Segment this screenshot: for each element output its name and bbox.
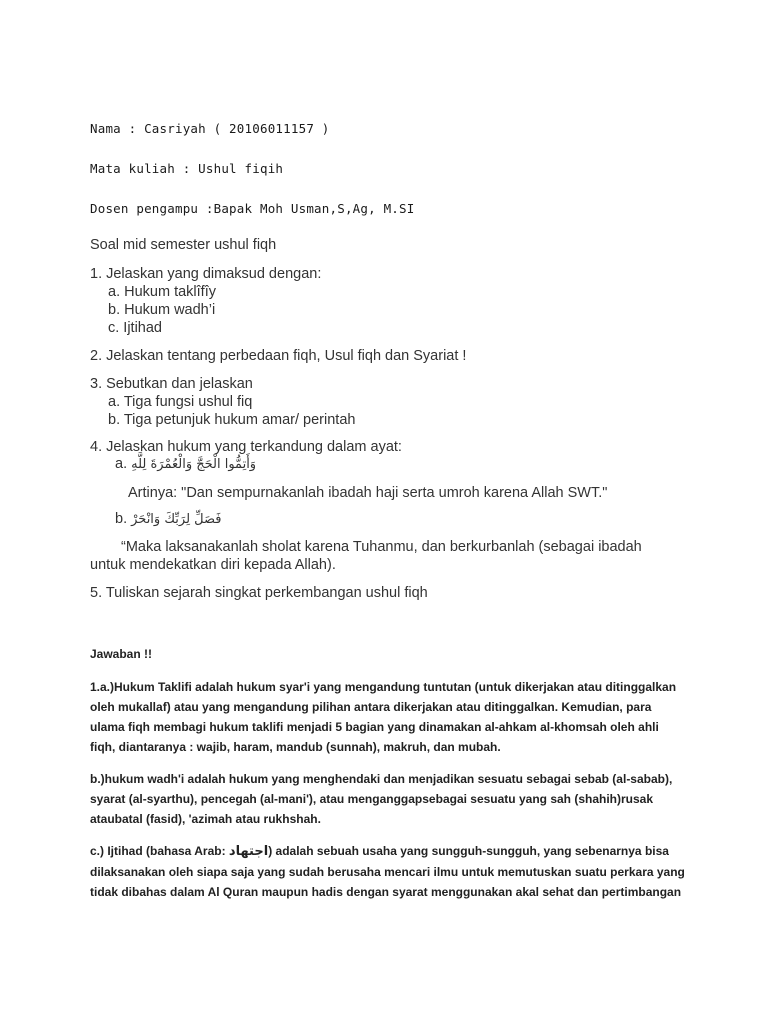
question-4b-label: b.: [115, 511, 128, 527]
answer-1c-line-1: [90, 841, 680, 862]
question-4a-label: a.: [115, 456, 128, 472]
question-4: 4. Jelaskan hukum yang terkandung dalam ayat:: [90, 439, 402, 455]
answer-1a-line-1: 1.a.)Hukum Taklifi adalah hukum syar'i yang mengandung tuntutan (untuk dikerjakan atau ditinggalkan: [90, 680, 677, 694]
answer-1a: [90, 677, 680, 757]
answer-1b: [90, 769, 680, 829]
question-4b: [115, 511, 222, 527]
answer-1a-line-3: ulama fiqh membagi hukum taklifi menjadi 5 bagian yang dinamakan al-ahkam al-khomsah oleh ahli: [90, 720, 659, 734]
answer-heading: Jawaban !!: [90, 647, 153, 661]
answer-1c-line-3: tidak dibahas dalam Al Quran maupun hadis dengan syarat menggunakan akal sehat dan pertimbangan: [90, 885, 682, 899]
answer-1b-line-2: syarat (al-syarthu), pencegah (al-mani'), atau menganggapsebagai sesuatu yang sah (shahih)rusak: [90, 792, 654, 806]
answer-1c-arabic: اجتهاد: [228, 844, 269, 859]
question-4a-arabic: وَأَتِمُّوا الْحَجَّ وَالْعُمْرَةَ لِلَّهِ: [131, 457, 257, 472]
course-name: Mata kuliah : Ushul fiqih: [90, 161, 284, 176]
question-4b-arabic: فَصَلِّ لِرَبِّكَ وَانْحَرْ: [131, 512, 222, 527]
question-2: 2. Jelaskan tentang perbedaan fiqh, Usul fiqh dan Syariat !: [90, 348, 467, 364]
question-3: 3. Sebutkan dan jelaskan: [90, 376, 253, 392]
answer-1c-line-2: dilaksanakan oleh siapa saja yang sudah berusaha mencari ilmu untuk memutuskan suatu perkara yang: [90, 865, 685, 879]
question-4b-translation-1: “Maka laksanakanlah sholat karena Tuhanmu, dan berkurbanlah (sebagai ibadah: [121, 539, 642, 555]
student-name: Nama : Casriyah ( 20106011157 ): [90, 121, 330, 136]
question-1: 1. Jelaskan yang dimaksud dengan:: [90, 266, 322, 282]
question-3b: b. Tiga petunjuk hukum amar/ perintah: [108, 412, 356, 428]
question-4a: [115, 456, 256, 472]
question-3a: a. Tiga fungsi ushul fiq: [108, 394, 253, 410]
answer-1b-line-3: ataubatal (fasid), 'azimah atau rukhshah.: [90, 812, 321, 826]
exam-title: Soal mid semester ushul fiqh: [90, 237, 277, 253]
question-1a: a. Hukum taklîfîy: [108, 284, 216, 300]
question-1c: c. Ijtihad: [108, 320, 162, 336]
question-4b-translation-2: untuk mendekatkan diri kepada Allah).: [90, 557, 336, 573]
answer-1c-prefix: c.) Ijtihad (bahasa Arab:: [90, 844, 229, 858]
answer-1c-suffix: ) adalah sebuah usaha yang sungguh-sungguh, yang sebenarnya bisa: [268, 844, 669, 858]
question-5: 5. Tuliskan sejarah singkat perkembangan ushul fiqh: [90, 585, 428, 601]
answer-1a-line-4: fiqh, diantaranya : wajib, haram, mandub (sunnah), makruh, dan mubah.: [90, 740, 501, 754]
question-4a-translation: Artinya: "Dan sempurnakanlah ibadah haji serta umroh karena Allah SWT.": [128, 485, 608, 501]
answer-1a-line-2: oleh mukallaf) atau yang mengandung pilihan antara dikerjakan atau ditinggalkan. Kemudian, para: [90, 700, 652, 714]
answer-1c: [90, 841, 685, 902]
question-1b: b. Hukum wadh’i: [108, 302, 216, 318]
answer-1b-line-1: b.)hukum wadh'i adalah hukum yang menghendaki dan menjadikan sesuatu sebagai sebab (al-sabab),: [90, 772, 673, 786]
lecturer-name: Dosen pengampu :Bapak Moh Usman,S,Ag, M.SI: [90, 201, 415, 216]
